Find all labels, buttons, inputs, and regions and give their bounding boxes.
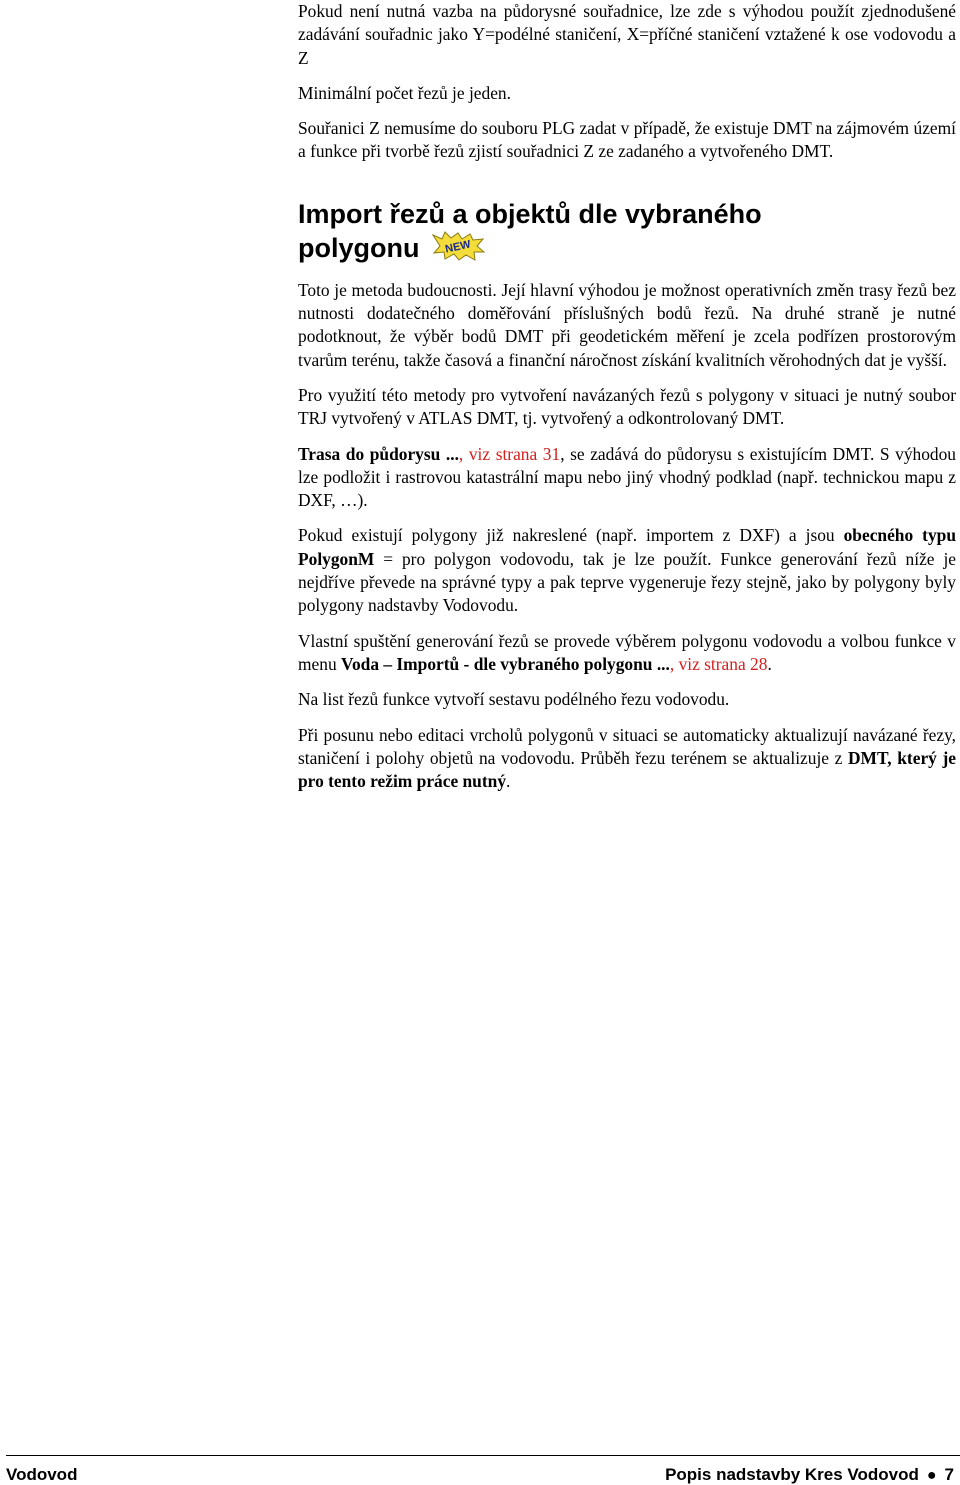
launch-paragraph (298, 630, 956, 677)
editing-paragraph (298, 724, 956, 794)
route-bold: Trasa do půdorysu ... (298, 443, 459, 464)
polygons-text-b: = pro polygon vodovodu, tak je lze použít. Funkce generování řezů níže je nejdříve převede na správné typy a pak teprve vygeneruje řezy stejně, jako by polygony byly polygony nadstavby Vodovodu. (298, 548, 956, 616)
sheet-paragraph: Na list řezů funkce vytvoří sestavu podélného řezu vodovodu. (298, 689, 730, 710)
page-31-link[interactable]: , viz strana 31 (458, 443, 561, 464)
intro-paragraph-1: Pokud není nutná vazba na půdorysné souřadnice, lze zde s výhodou použít zjednodušené zadávání souřadnic jako Y=podélné staničení, X=příčné staničení vztažené k ose vodovodu a Z (298, 1, 956, 68)
requirement-paragraph: Pro využití této metody pro vytvoření navázaných řezů s polygony v situaci je nutný soubor TRJ vytvořený v ATLAS DMT, tj. vytvořený a odkontrolovaný DMT. (298, 384, 956, 429)
launch-end: . (767, 653, 772, 674)
intro-paragraph-3: Souřanici Z nemusíme do souboru PLG zadat v případě, že existuje DMT na zájmovém území a funkce při tvorbě řezů zjistí souřadnici Z ze zadaného a vytvořeného DMT. (298, 118, 956, 162)
new-star-icon (431, 231, 485, 269)
editing-end: . (506, 771, 511, 792)
polygons-paragraph (298, 524, 956, 617)
page-content (298, 0, 956, 805)
method-paragraph: Toto je metoda budoucnosti. Její hlavní výhodou je možnost operativních změn trasy řezů bez nutnosti dodatečného doměřování příslušných bodů řezů. Na druhé straně je nutné podotknout, že výběr bodů DMT při geodetickém měření je zcela podřízen prostorovým tvarům terénu, takže časová a finanční náročnost získání kvalitních věrohodných dat je vyšší. (298, 279, 956, 370)
route-rest: , se zadává do půdorysu s existujícím DMT. S výhodou lze podložit i rastrovou katastrální mapu nebo jiný vhodný podklad (např. technickou mapu z DXF, …). (298, 443, 956, 511)
page-28-link[interactable]: , viz strana 28 (669, 653, 768, 674)
footer-left: Vodovod (6, 1465, 78, 1484)
editing-text-a: Při posunu nebo editaci vrcholů polygonů v situaci se automaticky aktualizují navázané řezy, staničení i polohy objetů na vodovodu. Průběh řezu terénem se aktualizuje z (298, 724, 956, 768)
page-number: 7 (944, 1465, 954, 1484)
route-paragraph (298, 443, 956, 513)
footer-right (665, 1465, 954, 1485)
section-heading-line1: Import řezů a objektů dle vybraného (298, 198, 762, 229)
polygons-text-a: Pokud existují polygony již nakreslené (např. importem z DXF) a jsou (298, 525, 844, 546)
polygons-bold: obecného typu PolygonM (298, 525, 956, 569)
new-badge-label: NEW (444, 238, 472, 256)
page-footer (6, 1455, 960, 1484)
launch-menu-path: Voda – Importů - dle vybraného polygonu ... (340, 653, 670, 674)
section-heading-line2: polygonu (298, 232, 420, 263)
intro-paragraph-2: Minimální počet řezů je jeden. (298, 82, 511, 103)
launch-text-a: Vlastní spuštění generování řezů se provede výběrem polygonu vodovodu a volbou funkce v menu (298, 630, 956, 674)
footer-separator: ● (926, 1467, 937, 1484)
section-heading (298, 198, 956, 269)
footer-title: Popis nadstavby Kres Vodovod (665, 1465, 919, 1484)
editing-bold: DMT, který je pro tento režim práce nutný (298, 747, 956, 792)
